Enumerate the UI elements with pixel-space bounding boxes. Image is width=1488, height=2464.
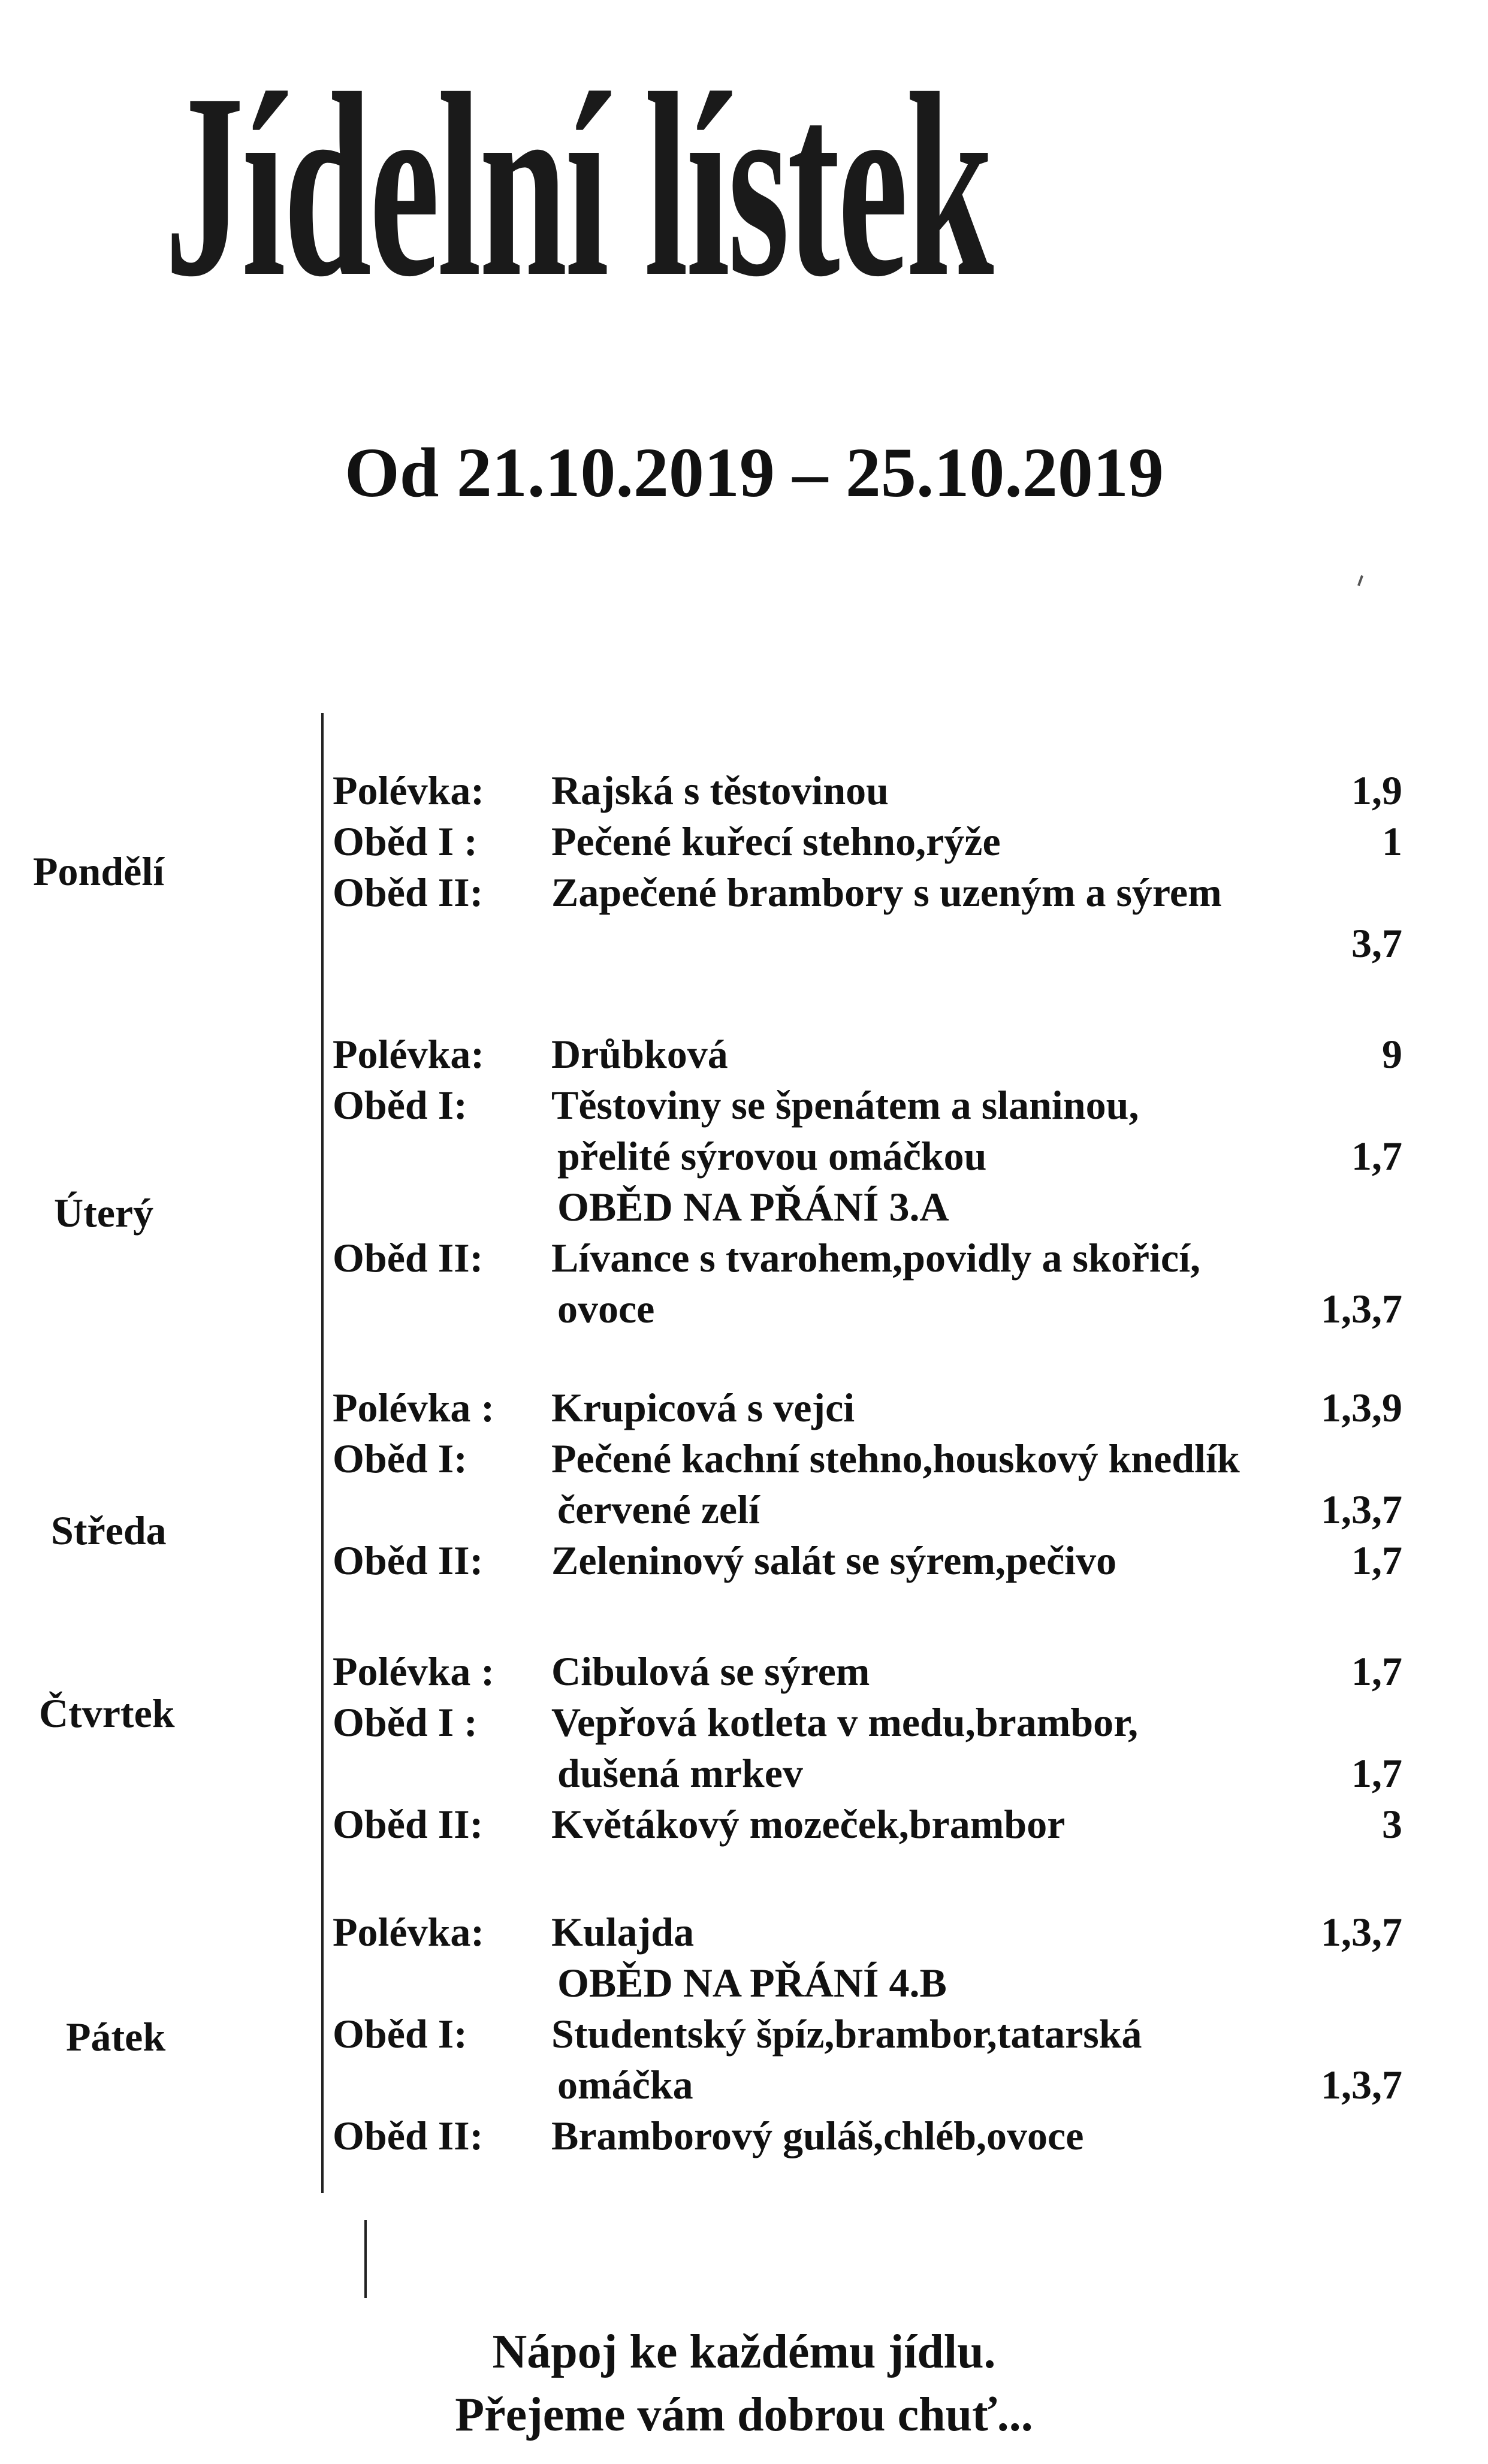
meal-label: Oběd II:	[333, 869, 484, 915]
meal-label: Polévka :	[333, 1385, 495, 1430]
allergen-codes: 9	[1382, 1031, 1402, 1077]
meal-label: Oběd II:	[333, 2113, 484, 2158]
dish-name: Cibulová se sýrem	[551, 1648, 870, 1694]
allergen-codes: 1,3,7	[1321, 1487, 1402, 1532]
meal-label: Oběd I :	[333, 819, 478, 864]
meal-label: Oběd I:	[333, 1082, 467, 1128]
day-name: Čtvrtek	[39, 1690, 175, 1736]
day-name: Pátek	[66, 2014, 166, 2060]
dish-name: Rajská s těstovinou	[551, 768, 889, 813]
footer-drink-note: Nápoj ke každému jídlu.	[492, 2326, 996, 2378]
meal-label: Oběd II:	[333, 1538, 484, 1583]
dish-name: Vepřová kotleta v medu,brambor,	[551, 1699, 1139, 1745]
footer-greeting: Přejeme vám dobrou chuť...	[455, 2388, 1033, 2441]
allergen-codes: 1	[1382, 819, 1402, 864]
meal-label: Polévka:	[333, 1909, 485, 1955]
allergen-codes: 3	[1382, 1801, 1402, 1847]
allergen-codes: 1,3,9	[1321, 1385, 1402, 1430]
dish-name: Krupicová s vejci	[551, 1385, 855, 1430]
dish-name: OBĚD NA PŘÁNÍ 4.B	[557, 1960, 947, 2006]
menu-divider-tail	[364, 2220, 367, 2298]
stray-mark	[1357, 575, 1363, 586]
meal-label: Polévka:	[333, 768, 485, 813]
allergen-codes: 1,7	[1351, 1538, 1402, 1583]
meal-label: Polévka :	[333, 1648, 495, 1694]
meal-label: Oběd I :	[333, 1699, 478, 1745]
dish-name: červené zelí	[557, 1487, 760, 1532]
allergen-codes: 1,7	[1351, 1648, 1402, 1694]
allergen-codes: 1,3,7	[1321, 1909, 1402, 1955]
allergen-codes: 1,3,7	[1321, 1286, 1402, 1331]
menu-divider-line	[321, 713, 324, 2193]
dish-name: dušená mrkev	[557, 1750, 803, 1796]
dish-name: Květákový mozeček,brambor	[551, 1801, 1066, 1847]
meal-label: Polévka:	[333, 1031, 485, 1077]
dish-name: Pečené kuřecí stehno,rýže	[551, 819, 1001, 864]
dish-name: Studentský špíz,brambor,tatarská	[551, 2011, 1142, 2057]
meal-label: Oběd I:	[333, 1436, 467, 1481]
allergen-codes: 1,3,7	[1321, 2062, 1402, 2107]
dish-name: Zeleninový salát se sýrem,pečivo	[551, 1538, 1117, 1583]
meal-label: Oběd II:	[333, 1235, 484, 1281]
allergen-codes: 1,9	[1351, 768, 1402, 813]
dish-name: Zapečené brambory s uzeným a sýrem	[551, 869, 1222, 915]
dish-name: OBĚD NA PŘÁNÍ 3.A	[557, 1184, 949, 1230]
allergen-codes: 1,7	[1351, 1750, 1402, 1796]
day-name: Úterý	[54, 1190, 154, 1236]
meal-label: Oběd I:	[333, 2011, 467, 2057]
dish-name: přelité sýrovou omáčkou	[557, 1133, 987, 1179]
dish-name: ovoce	[557, 1286, 655, 1331]
dish-name: Lívance s tvarohem,povidly a skořicí,	[551, 1235, 1200, 1281]
meal-label: Oběd II:	[333, 1801, 484, 1847]
dish-name: Kulajda	[551, 1909, 695, 1955]
date-range: Od 21.10.2019 – 25.10.2019	[345, 433, 1164, 512]
day-name: Středa	[51, 1508, 167, 1553]
dish-name: Těstoviny se špenátem a slaninou,	[551, 1082, 1139, 1128]
dish-name: Bramborový guláš,chléb,ovoce	[551, 2113, 1084, 2158]
dish-name: Drůbková	[551, 1031, 728, 1077]
allergen-codes: 3,7	[1351, 920, 1402, 966]
day-name: Pondělí	[33, 848, 165, 894]
page-title: Jídelní lístek	[165, 40, 992, 331]
dish-name: omáčka	[557, 2062, 693, 2107]
dish-name: Pečené kachní stehno,houskový knedlík	[551, 1436, 1240, 1481]
allergen-codes: 1,7	[1351, 1133, 1402, 1179]
